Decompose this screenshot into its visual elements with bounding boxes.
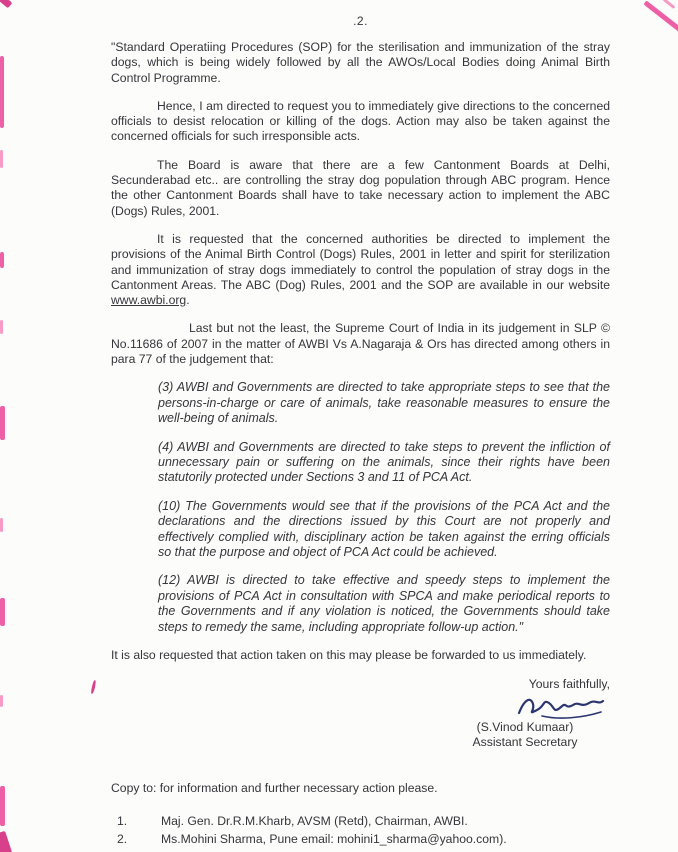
awbi-website-link[interactable]: www.awbi.org xyxy=(111,293,187,308)
copy-to-heading: Copy to: for information and further necessary action please. xyxy=(111,780,438,795)
judgement-quote-12: (12) AWBI is directed to take effective and speedy steps to implement the provisions of PCA Act in consultation with SPCA and make periodical reports to the Governments and if any violation is noticed, the Governments should take steps to remedy the same, including appropriate follow-up action." xyxy=(158,573,610,634)
scan-artifact-top-right-2 xyxy=(663,0,676,9)
paragraph-supreme-court: Last but not the least, the Supreme Court of India in its judgement in SLP © No.11686 of 2007 in the matter of AWBI Vs A.Nagaraja & Ors has directed among others in para 77 of the judgement that: xyxy=(111,321,610,367)
scan-artifact-left-7 xyxy=(0,598,5,626)
scan-artifact-left-4 xyxy=(0,320,3,334)
letter-content xyxy=(111,14,610,849)
paragraph-action-taken: It is also requested that action taken on this may please be forwarded to us immediately. xyxy=(111,648,587,663)
copy-to-item-2-text: Ms.Mohini Sharma, Pune email: mohini1_sharma@yahoo.com). xyxy=(161,831,507,846)
judgement-quote-10: (10) The Governments would see that if the provisions of the PCA Act and the declarations and the directions issued by this Court are not properly and effectively complied with, disciplinary action be taken against the erring officials so that the purpose and object of PCA Act could be achieved. xyxy=(158,498,610,559)
paragraph-cantonment-boards: The Board is aware that there are a few Cantonment Boards at Delhi, Secunderabad etc.. are controlling the stray dog population through ABC program. Hence the other Cantonment Boards shall have to take necessary action to implement the ABC (Dogs) Rules, 2001. xyxy=(111,157,610,218)
judgement-quote-4: (4) AWBI and Governments are directed to take steps to prevent the infliction of unnecessary pain or suffering on the animals, since their rights have been statutorily protected under Sections 3 and 11 of PCA Act. xyxy=(158,439,610,485)
paragraph-abc-rules-text: It is requested that the concerned authorities be directed to implement the provisions of the Animal Birth Control (Dogs) Rules, 2001 in letter and spirit for sterilization and immunization of stray dogs immediately to control the population of stray dogs in the Cantonment Areas. The ABC (Dog) Rules, 2001 and the SOP are available in our website xyxy=(111,231,610,292)
closing-salutation: Yours faithfully, xyxy=(528,677,610,692)
page-number: .2. xyxy=(353,14,368,28)
scan-artifact-bottom-left xyxy=(0,831,12,852)
paragraph-abc-rules xyxy=(111,232,610,308)
scan-artifact-left-6 xyxy=(0,518,3,532)
scan-artifact-left-8 xyxy=(0,695,3,707)
paragraph-abc-rules-period: . xyxy=(186,293,190,308)
copy-to-item-1 xyxy=(117,814,610,830)
signature-icon xyxy=(514,694,606,720)
scan-artifact-top-left xyxy=(0,0,12,8)
copy-to-item-2 xyxy=(117,832,610,848)
copy-to-block xyxy=(111,781,610,848)
scan-artifact-left-5 xyxy=(0,406,5,440)
paragraph-directions: Hence, I am directed to request you to immediately give directions to the concerned officials to desist relocation or killing of the dogs. Action may also be taken against the concerned officials for such irresponsible acts. xyxy=(111,98,610,144)
closing-name: (S.Vinod Kumaar) xyxy=(476,719,574,734)
signature xyxy=(440,694,606,720)
copy-to-item-1-text: Maj. Gen. Dr.R.M.Kharb, AVSM (Retd), Chairman, AWBI. xyxy=(161,814,468,829)
scan-artifact-left-1 xyxy=(0,56,4,128)
paragraph-sop: "Standard Operatiing Procedures (SOP) for the sterilisation and immunization of the stray dogs, which is being widely followed by all the AWOs/Local Bodies doing Animal Birth Control Programme. xyxy=(111,40,610,85)
scan-artifact-left-3 xyxy=(0,252,4,268)
scan-artifact-left-2 xyxy=(0,150,3,168)
scan-artifact-left-9 xyxy=(0,786,5,826)
pen-mark xyxy=(90,680,96,694)
judgement-quote-3: (3) AWBI and Governments are directed to take appropriate steps to see that the persons-in-charge or care of animals, take reasonable measures to ensure the well-being of animals. xyxy=(158,380,610,426)
closing-title: Assistant Secretary xyxy=(472,735,578,750)
copy-to-item-2-number: 2. xyxy=(117,831,128,846)
copy-to-item-1-number: 1. xyxy=(117,814,128,829)
closing-block xyxy=(440,677,610,751)
